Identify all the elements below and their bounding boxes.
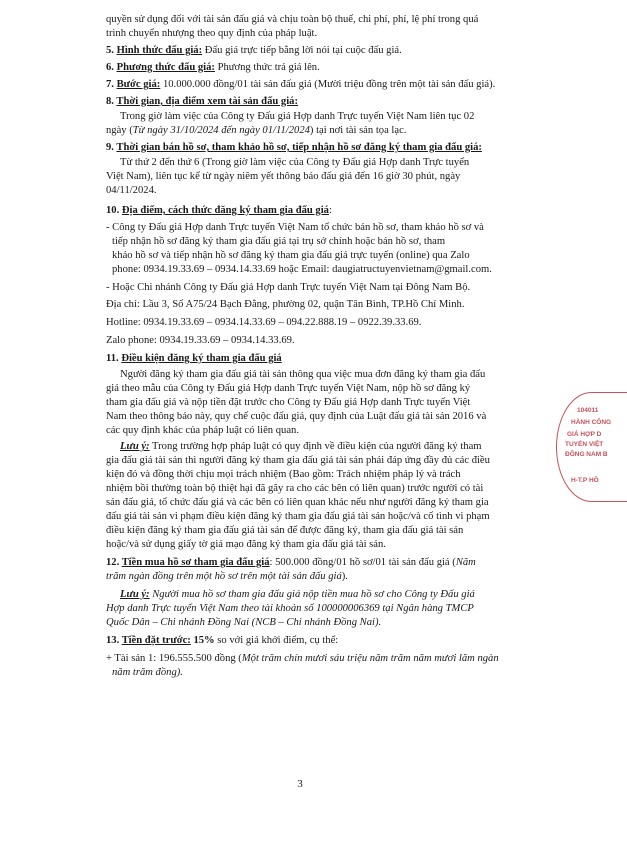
text-line: [106, 298, 464, 311]
text-line: [106, 524, 463, 537]
text-segment: đấu giá tài sản vi phạm điều kiện đăng ký tham gia đấu giá tài sản hoặc/và cố tình vi phạm: [106, 511, 490, 522]
text-line: [106, 454, 490, 467]
text-segment: 9.: [106, 142, 117, 153]
text-segment: gia đấu giá tài sản thì người đăng ký tham gia đấu giá tài sản phải đáp ứng đầy đủ các điều: [106, 455, 490, 466]
text-line: [106, 482, 483, 495]
text-segment: Lưu ý:: [120, 441, 150, 452]
text-line: [120, 588, 475, 601]
text-segment: ) tại nơi tài sản tọa lạc.: [309, 125, 407, 136]
text-segment: - Hoặc Chi nhánh Công ty Đấu giá Hợp danh Trực tuyến Việt Nam tại Đông Nam Bộ.: [106, 282, 471, 293]
text-segment: Địa chỉ: Lầu 3, Số A75/24 Bạch Đằng, phường 02, quận Tân Bình, TP.Hồ Chí Minh.: [106, 299, 465, 310]
text-line: [106, 468, 461, 481]
text-segment: trình chuyển nhượng theo quy định của pháp luật.: [106, 28, 318, 39]
text-segment: Thời gian bán hồ sơ, tham khảo hồ sơ, tiếp nhận hồ sơ đăng ký tham gia đấu giá:: [116, 142, 482, 153]
text-line: [106, 95, 298, 108]
text-segment: Hợp danh Trực tuyến Việt Nam theo tài khoản số 100000006369 tại Ngân hàng TMCP: [106, 603, 474, 614]
text-segment: Tiền đặt trước:: [121, 635, 191, 646]
text-line: [112, 249, 470, 262]
text-segment: : 500.000 đồng/01 hồ sơ/01 tài sản đấu giá (: [269, 557, 456, 568]
text-line: [106, 78, 495, 91]
text-segment: 7.: [106, 79, 117, 90]
text-segment: Bước giá:: [116, 79, 161, 90]
text-segment: Từ ngày 31/10/2024 đến ngày 01/11/2024: [132, 125, 310, 136]
text-segment: năm trăm đồng).: [112, 667, 183, 678]
stamp-text: GIÁ HỢP D: [567, 431, 602, 438]
text-segment: - Công ty Đấu giá Hợp danh Trực tuyến Việt Nam tổ chức bán hồ sơ, tham khảo hồ sơ và: [106, 222, 484, 233]
text-segment: Nam theo thông báo này, quy chế cuộc đấu giá, quy định của Luật đấu giá tài sản 2016 và: [106, 411, 487, 422]
text-line: [106, 141, 482, 154]
text-line: [106, 221, 484, 234]
text-line: [106, 570, 348, 583]
text-segment: Người đăng ký tham gia đấu giá tài sản thông qua việc mua đơn đăng ký tham gia đấu: [120, 369, 486, 380]
text-line: [106, 124, 406, 137]
text-segment: Hình thức đấu giá:: [116, 45, 203, 56]
text-line: [120, 368, 485, 381]
text-segment: ngày (: [106, 125, 133, 136]
text-line: [106, 496, 489, 509]
text-line: [106, 61, 320, 74]
text-segment: + Tài sản 1: 196.555.500 đồng (: [106, 653, 242, 664]
text-segment: giá theo mẫu của Công ty Đấu giá Hợp danh Trực tuyến Việt Nam, nộp hồ sơ đăng ký: [106, 383, 471, 394]
text-segment: Trong giờ làm việc của Công ty Đấu giá Hợp danh Trực tuyến Việt Nam liên tục 02: [120, 111, 475, 122]
text-line: [106, 510, 490, 523]
text-line: [106, 556, 476, 569]
text-segment: Quốc Dân – Chi nhánh Đồng Nai (NCB – Chi nhánh Đồng Nai).: [106, 617, 382, 628]
text-segment: Lưu ý:: [120, 589, 150, 600]
text-segment: tiếp nhận hồ sơ đăng ký tham gia đấu giá tại trụ sở chính hoặc bán hồ sơ, tham: [112, 236, 446, 247]
text-line: [112, 263, 492, 276]
text-line: [106, 184, 157, 197]
text-segment: 8.: [106, 96, 117, 107]
text-segment: Thời gian, địa điểm xem tài sản đấu giá:: [116, 96, 298, 107]
text-segment: trăm ngàn đồng trên một hồ sơ trên một tài sản đấu giá: [106, 571, 342, 582]
text-segment: 10.000.000 đồng/01 tài sản đấu giá (Mười triệu đồng trên một tài sản đấu giá).: [160, 79, 496, 90]
text-segment: Điều kiện đăng ký tham gia đấu giá: [121, 353, 282, 364]
text-line: [106, 352, 282, 365]
text-segment: nhiệm bồi thường toàn bộ thiệt hại đã gây ra cho các bên có liên quan) trước người có tài: [106, 483, 484, 494]
text-line: [106, 634, 338, 647]
text-segment: Từ thứ 2 đến thứ 6 (Trong giờ làm việc của Công ty Đấu giá Hợp danh Trực tuyến: [120, 157, 470, 168]
text-segment: Một trăm chín mươi sáu triệu năm trăm năm mươi lăm ngàn: [241, 653, 499, 664]
text-segment: ).: [341, 571, 348, 582]
text-segment: 15%: [190, 635, 215, 646]
text-line: [112, 666, 183, 679]
text-segment: quyền sử dụng đối với tài sản đấu giá và chịu toàn bộ thuế, chi phí, phí, lệ phí trong quá: [106, 14, 479, 25]
text-segment: Phương thức trả giá lên.: [214, 62, 320, 73]
text-segment: 13.: [106, 635, 122, 646]
text-line: [106, 27, 317, 40]
text-line: [120, 156, 469, 169]
text-line: [106, 396, 470, 409]
text-segment: 11.: [106, 353, 122, 364]
text-segment: hoặc/và sử dụng giấy tờ giả mạo đăng ký tham gia đấu giá tài sản.: [106, 539, 386, 550]
text-segment: Việt Nam), liên tục kể từ ngày niêm yết thông báo đấu giá đến 16 giờ 30 phút, ngày: [106, 171, 461, 182]
text-segment: :: [328, 205, 332, 216]
text-segment: kiện đó và đồng thời chịu mọi trách nhiệm (Bao gồm: Trách nhiệm pháp lý và trách: [106, 469, 461, 480]
text-line: [106, 616, 381, 629]
text-line: [106, 334, 295, 347]
text-segment: điều kiện đăng ký tham gia đấu giá tài sản để được đăng ký, tham gia đấu giá tài sản: [106, 525, 464, 536]
stamp-text: 104011: [577, 407, 599, 414]
text-line: [106, 316, 421, 329]
text-segment: Đấu giá trực tiếp bằng lời nói tại cuộc đấu giá.: [202, 45, 402, 56]
text-line: [106, 44, 402, 57]
text-line: [112, 235, 445, 248]
text-segment: khảo hồ sơ và tiếp nhận hồ sơ đăng ký tham gia đấu giá trực tuyến (online) qua Zalo: [112, 250, 470, 261]
company-seal-stamp: [556, 392, 627, 502]
text-segment: 10.: [106, 205, 122, 216]
text-line: [106, 281, 470, 294]
text-segment: 04/11/2024.: [106, 185, 157, 196]
text-segment: Địa điểm, cách thức đăng ký tham gia đấu giá: [121, 205, 329, 216]
text-segment: 6.: [106, 62, 117, 73]
text-segment: tham gia đấu giá và nộp tiền đặt trước cho Công ty Đấu giá Hợp danh Trực tuyến Việt: [106, 397, 471, 408]
text-line: [106, 13, 478, 26]
text-segment: Trong trường hợp pháp luật có quy định về điều kiện của người đăng ký tham: [149, 441, 482, 452]
text-segment: 5.: [106, 45, 117, 56]
text-segment: phone: 0934.19.33.69 – 0934.14.33.69 hoặc Email: daugiatructuyenvietnam@gmail.com.: [112, 264, 492, 275]
text-segment: 12.: [106, 557, 122, 568]
text-line: [120, 110, 474, 123]
text-line: [106, 382, 470, 395]
text-line: [106, 538, 386, 551]
text-segment: Tiền mua hồ sơ tham gia đấu giá: [121, 557, 270, 568]
text-line: [106, 410, 486, 423]
text-line: [106, 602, 474, 615]
text-line: [106, 170, 460, 183]
text-segment: Phương thức đấu giá:: [116, 62, 215, 73]
text-segment: Hotline: 0934.19.33.69 – 0934.14.33.69 – 094.22.888.19 – 0922.39.33.69.: [106, 317, 422, 328]
stamp-text: ĐÔNG NAM B: [565, 451, 608, 458]
text-line: [106, 424, 299, 437]
text-segment: các quy định khác của pháp luật có liên quan.: [106, 425, 299, 436]
stamp-text: HÀNH CÔNG: [571, 419, 612, 426]
stamp-text: TUYẾN VIỆT: [565, 441, 604, 448]
text-segment: Người mua hồ sơ tham gia đấu giá nộp tiền mua hồ sơ cho Công ty Đấu giá: [149, 589, 475, 600]
text-line: [120, 440, 482, 453]
stamp-text: H-T.P HỒ: [571, 477, 599, 484]
text-segment: Zalo phone: 0934.19.33.69 – 0934.14.33.69.: [106, 335, 295, 346]
page-number: 3: [297, 778, 303, 790]
text-segment: sản đấu giá, tổ chức đấu giá và các bên có liên quan khác nếu như người đăng ký tham gia: [106, 497, 489, 508]
text-line: [106, 652, 499, 665]
text-segment: so với giá khởi điểm, cụ thể:: [214, 635, 339, 646]
text-segment: Năm: [455, 557, 476, 568]
text-line: [106, 204, 332, 217]
